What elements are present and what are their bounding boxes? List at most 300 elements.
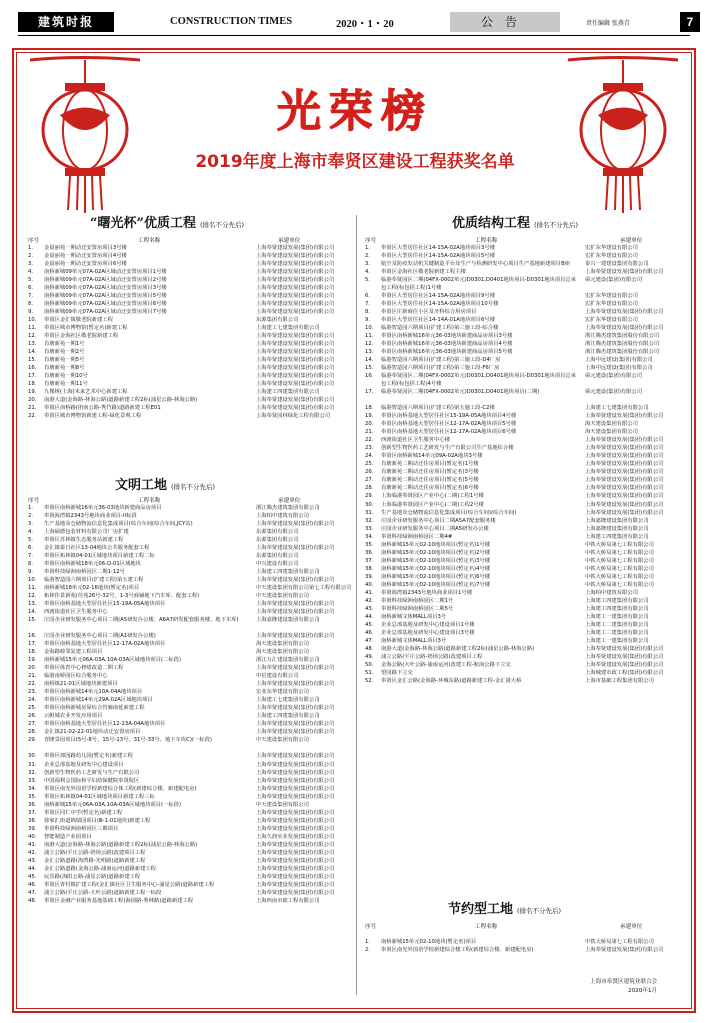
contractor-name: 上海奉贤建设发展(集团)有限公司 <box>256 253 335 260</box>
project-name: 南桥新城15单元06A-03A,10A-03A区域地块项目(一标段) <box>44 801 182 808</box>
contractor-name: 上海柏中建筑有限公司 <box>585 589 638 596</box>
contractor-name: 中铁大桥局第七工程有限公司 <box>585 541 654 548</box>
table-header: 序号 工程名称 承建单位 <box>365 238 643 244</box>
list-item <box>365 308 687 316</box>
list-item <box>365 428 687 436</box>
project-name: 南桥新城15单元02-10地块项目(暂定名)7号楼 <box>381 581 491 588</box>
contractor-name: 上海建工二建集团有限公司 <box>585 621 649 628</box>
contractor-name: 上海奉贤建设发展(集团)有限公司 <box>585 477 664 484</box>
list-item <box>28 648 350 656</box>
list-item <box>365 637 687 645</box>
project-name: 企业总部基地及研发中心建设项目 <box>44 761 124 768</box>
list-quality-projects <box>28 244 350 420</box>
contractor-name: 上海奉贤园林绿化工程有限公司 <box>256 413 331 420</box>
project-name: 金汇镇21-02-22-01地块动迁安置房项目 <box>44 729 141 736</box>
item-number: 46. <box>28 881 37 888</box>
project-name: 肖塘新苑二期动迁住房项目(暂定名)3号楼 <box>381 469 479 476</box>
list-item <box>28 640 350 648</box>
item-number: 42. <box>28 849 37 856</box>
project-name: 南桥新城09单元07A-02A区域动迁安置房项目5号楼 <box>44 293 167 300</box>
item-number: 5. <box>365 277 371 284</box>
contractor-name: 上海奉贤建设发展(集团)有限公司 <box>585 501 664 508</box>
project-name: 肖塘新苑二期动迁住房项目(暂定名)1号楼 <box>381 461 479 468</box>
list-item <box>365 565 687 573</box>
list-item <box>28 881 350 889</box>
project-name: 西渡街道社区卫生服务中心 <box>44 609 108 616</box>
item-number: 32. <box>28 769 37 776</box>
list-item <box>365 404 687 412</box>
item-number: 2. <box>365 947 371 954</box>
list-item <box>365 348 687 356</box>
project-name: 奉贤区南桥基地大型居住社区12-23A-04A地块项目 <box>44 721 166 728</box>
list-item <box>28 728 350 736</box>
list-item <box>28 544 350 552</box>
list-item <box>28 260 350 268</box>
list-item <box>365 533 687 541</box>
item-number: 27. <box>365 477 374 484</box>
project-name: 奉贤区同仁中学(暂定名)新建工程 <box>44 809 123 816</box>
list-item <box>28 600 350 608</box>
project-name: 南桥新城15单元02-10地块项目(暂定名)3号楼 <box>381 557 491 564</box>
item-number: 48. <box>365 645 374 652</box>
project-name: 奉贤区南桥路(团南公路-秀竹路)道路新建工程E01 <box>44 405 161 412</box>
project-name: 青隆景园项目(5号-8号、15号-13号、31号-33号、地下车库C)(一标段) <box>44 737 212 744</box>
project-name: 南桥新城15单元02-10地块(暂定名)项目 <box>381 939 477 945</box>
contractor-name: 中铁大桥局第七工程有限公司 <box>585 557 654 564</box>
contractor-name: 东源集团有限公司 <box>256 529 299 536</box>
item-number: 2. <box>28 253 34 260</box>
item-number: 8. <box>28 561 34 568</box>
project-name: 肖塘新苑一期11号 <box>44 381 88 388</box>
project-name: 南桥新城文体MALL项目3号 <box>381 637 447 644</box>
contractor-name: 中天建设集团有限公司 <box>256 801 309 808</box>
contractor-name: 中启建设有限公司 <box>256 673 299 680</box>
list-item <box>365 332 687 340</box>
item-number: 8. <box>28 301 34 308</box>
list-item <box>28 284 350 292</box>
contractor-name: 上海奉贤建设发展(集团)有限公司 <box>256 405 335 412</box>
contractor-name: 中铁大桥局第七工程有限公司 <box>585 939 654 945</box>
project-name: 奉贤区郊园路幼儿园(暂定名)新建工程 <box>44 753 133 760</box>
project-name: 庄园企业研发服务中心项目二期A5研发办公楼 <box>381 525 489 532</box>
contractor-name: 上海奉贤建设发展(集团)有限公司 <box>256 721 335 728</box>
list-item <box>28 608 350 616</box>
contractor-name: 上海奉贤建设发展(集团)有限公司 <box>585 453 664 460</box>
contractor-name: 浙江腾杰建筑集团股份有限公司 <box>585 333 660 340</box>
item-number: 14. <box>365 357 374 364</box>
item-number: 40. <box>365 581 374 588</box>
list-item <box>28 857 350 865</box>
item-number: 22. <box>28 681 37 688</box>
project-name: 南桥新城09单元07A-02A区域动迁安置房项目2号楼 <box>44 277 167 284</box>
item-number: 2. <box>365 253 371 260</box>
list-item <box>28 372 350 380</box>
item-number: 45. <box>28 873 37 880</box>
contractor-name: 浙江腾杰建筑集团股份有限公司 <box>585 341 660 348</box>
project-name: 奉贤区南光外国语学校新建综合体工程(新建综合楼、新建配电房) <box>44 785 197 792</box>
contractor-name: 上海奉贤建设发展(集团)有限公司 <box>256 545 335 552</box>
contractor-name: 宏扩东华建设有限公司 <box>585 301 638 308</box>
contractor-name: 上海建工四建集团有限公司 <box>256 389 320 396</box>
list-item <box>365 613 687 621</box>
item-number: 36. <box>365 549 374 556</box>
item-number: 19. <box>28 657 37 664</box>
item-number: 33. <box>28 777 37 784</box>
item-number: 7. <box>28 293 34 300</box>
section-title-civilized: 文明工地 (排名不分先后) <box>115 478 216 493</box>
list-item <box>365 645 687 653</box>
list-item <box>365 316 687 324</box>
item-number: 9. <box>28 569 34 576</box>
list-item <box>28 720 350 728</box>
item-number: 43. <box>28 857 37 864</box>
contractor-name: 上海建工一建集团有限公司 <box>585 613 649 620</box>
contractor-name: 上海嘉隆建设集团有限公司 <box>585 525 649 532</box>
project-name: 南桥新城09单元07A-02A区域动迁安置房项目7号楼 <box>44 309 167 316</box>
column-divider <box>356 215 357 995</box>
page-title: 光荣榜 <box>277 86 433 137</box>
contractor-name: 海天建设集团有限公司 <box>256 649 309 656</box>
list-item <box>365 244 687 252</box>
list-item <box>365 653 687 661</box>
project-name: 南桥新城09单元07A-02A区域动迁安置房项目1号楼 <box>44 269 167 276</box>
contractor-name: 上海城建市政工程(集团)有限公司 <box>585 669 664 676</box>
contractor-name: 上海奉贤建设发展(集团)有限公司 <box>256 769 335 776</box>
contractor-name: 上海奉贤建设发展(集团)有限公司 <box>256 809 335 816</box>
project-name: 奉贤区青村镇扩建工程(金汇镇社区卫生服务中心-浦星公路)道路新建工程 <box>44 881 215 888</box>
item-number: 6. <box>365 293 371 300</box>
list-item <box>365 276 687 292</box>
project-name: 南桥新城15单元02-10地块项目(暂定名)4号楼 <box>381 565 491 572</box>
contractor-name: 上海建工四建集团有限公司 <box>256 569 320 576</box>
item-number: 51. <box>365 669 374 676</box>
item-number: 35. <box>365 541 374 548</box>
contractor-name: 上海奉贤建设发展(集团)有限公司 <box>585 661 664 668</box>
project-name: 庄园企业研发服务中心项目二期A5A7配套服务楼 <box>381 517 496 524</box>
contractor-name: 上海奉贤建设发展(集团)有限公司 <box>585 269 664 276</box>
list-item <box>28 308 350 316</box>
list-item <box>28 292 350 300</box>
project-name: 西渡街道社区卫生服务中心楼 <box>381 437 450 444</box>
contractor-name: 上海奉贤建设发展(集团)有限公司 <box>585 469 664 476</box>
item-number: 37. <box>365 557 374 564</box>
contractor-name: 中天建设集团有限公司 <box>256 593 309 600</box>
list-item <box>28 300 350 308</box>
contractor-name: 上海奉贤建设发展(集团)有限公司 <box>256 245 335 251</box>
footer <box>590 978 657 996</box>
contractor-name: 海天建设集团有限公司 <box>585 421 638 428</box>
contractor-name: 上海建工四建集团有限公司 <box>585 597 649 604</box>
project-name: 金汇镇泰日社区13-04地块公共服务配套工程 <box>44 545 150 552</box>
project-name: 金晨丽苑一期动迁安置房项目6号楼 <box>44 261 127 268</box>
table-header: 序号 工程名称 承建单位 <box>28 238 301 244</box>
list-item <box>365 260 687 268</box>
contractor-name: 上海奉贤建设发展(集团)有限公司 <box>256 341 335 348</box>
contractor-name: 上海奉贤建设发展(集团)有限公司 <box>256 269 335 276</box>
contractor-name: 中铁大桥局第七工程有限公司 <box>585 549 654 556</box>
item-number: 1. <box>365 939 371 945</box>
project-name: 金汇公路道路(金海公路-浦南运河)道路新建工程 <box>44 865 156 872</box>
item-number: 30. <box>28 753 37 760</box>
list-item <box>365 541 687 549</box>
list-item <box>28 316 350 324</box>
list-item <box>365 364 687 372</box>
item-number: 26. <box>365 469 374 476</box>
list-item <box>28 528 350 536</box>
list-item <box>365 492 687 500</box>
project-name: 奉贤区柘林镇04-01区域地块项目新建工程二标 <box>44 553 155 560</box>
contractor-name: 上海奉贤建设发展(集团)有限公司 <box>256 705 335 712</box>
contractor-name: 上海奉贤建设发展(集团)有限公司 <box>585 485 664 492</box>
contractor-name: 上海奉贤建设发展(集团)有限公司 <box>256 793 335 800</box>
item-number: 46. <box>365 629 374 636</box>
masthead <box>18 10 694 36</box>
project-name: 肖塘新苑一期5号 <box>44 357 85 364</box>
project-name: 企业总部基地及研发中心建设项目1号楼 <box>381 621 475 628</box>
contractor-name: 上海奉贤建设发展(集团)有限公司 <box>585 645 664 652</box>
list-item <box>28 769 350 777</box>
list-item <box>28 380 350 388</box>
contractor-name: 宏扩东华建设有限公司 <box>585 317 638 324</box>
item-number: 4. <box>365 269 371 276</box>
project-name: 智能制造产业园项目 <box>44 833 92 840</box>
item-number: 19. <box>365 413 374 420</box>
list-item <box>28 688 350 696</box>
item-number: 21. <box>365 429 374 436</box>
list-item <box>28 696 350 704</box>
list-item <box>28 632 350 640</box>
item-number: 33. <box>365 525 374 532</box>
contractor-name: 上海奉贤建设发展(集团)有限公司 <box>256 753 335 760</box>
project-name: 奉贤区大型居住社区14-14A-01A地块项目6号楼 <box>381 317 495 324</box>
contractor-name: 上海奉贤建设发展(集团)有限公司 <box>585 493 664 500</box>
project-name: 云帆城农业开发应用项目 <box>44 713 103 720</box>
item-number: 47. <box>365 637 374 644</box>
list-item <box>28 576 350 584</box>
contractor-name: 上海奉贤建设发展(集团)有限公司 <box>256 381 335 388</box>
item-number: 41. <box>365 589 374 596</box>
item-number: 30. <box>365 501 374 508</box>
item-number: 25. <box>28 705 37 712</box>
contractor-name: 浙江万汇建设集团有限公司 <box>256 657 320 664</box>
project-name: 肖塘新苑一期10号 <box>44 373 88 380</box>
project-name: 奉贤区南桥新城16单元36-03地块新建商品房项目3号楼 <box>381 333 513 340</box>
item-number: 17. <box>365 389 374 396</box>
item-number: 17. <box>28 373 37 380</box>
project-name: 南港大道(金海路-林海公路)道路新建工程2标(浦星公路-林海公路) <box>44 841 198 848</box>
item-number: 2. <box>28 513 34 520</box>
contractor-name: 中天建设集团有限公司第七工程有限公司 <box>256 585 352 592</box>
project-name: 临港南桥园区综合服务中心 <box>44 673 108 680</box>
project-name: 临港智造园六期项目(扩建工程)第三施工段-综合楼 <box>381 325 499 332</box>
project-name: 金晨丽苑一期动迁安置房项目4号楼 <box>44 253 127 260</box>
list-item <box>28 833 350 841</box>
item-number: 47. <box>28 889 37 896</box>
list-item <box>28 704 350 712</box>
list-item <box>28 801 350 809</box>
list-item <box>365 629 687 637</box>
project-name: 金海公路(大叶公路-浦南运河)改建工程-航南公路下立交 <box>381 661 511 668</box>
item-number: 14. <box>28 349 37 356</box>
contractor-name: 上海奉贤建设发展(集团)有限公司 <box>256 665 335 672</box>
list-item <box>28 616 350 632</box>
item-number: 15. <box>28 357 37 364</box>
project-name: 奉贤区金海社区敬老院新建工程 <box>44 333 119 340</box>
contractor-name: 上海奉贤建设发展(集团)有限公司 <box>256 873 335 880</box>
footer-date: 2020年1月 <box>628 988 658 994</box>
lantern-right-icon <box>558 55 688 215</box>
project-name: 临港奉贤园区二期(04FX-0002单元)D0301,D0401地块项目(二期) <box>381 389 540 396</box>
project-name: 上海临港奉贤园区产业中心(二期)工程2号楼 <box>381 501 484 508</box>
project-name: 生产基地及仓储物流信息化集成项目(综合车间)(综合车间) <box>381 509 517 516</box>
item-number: 21. <box>28 673 37 680</box>
item-number: 12. <box>28 593 37 600</box>
contractor-name: 上海奉贤建设发展(集团)有限公司 <box>585 413 664 420</box>
item-number: 1. <box>365 245 371 251</box>
list-item <box>28 809 350 817</box>
item-number: 15. <box>365 365 374 372</box>
item-number: 34. <box>28 785 37 792</box>
list-item <box>365 661 687 669</box>
project-name: 企业总部基地及研发中心建设项目3号楼 <box>381 629 475 636</box>
project-name: 奉贤区大型居住社区14-15A-02A地块项目10号楼 <box>381 301 499 308</box>
contractor-name: 上海奉贤建设发展(集团)有限公司 <box>256 365 335 372</box>
contractor-name: 上海建工七建集团有限公司 <box>256 697 320 704</box>
project-name: 南桥新城18单元02-16地块(暂定名)项目 <box>44 585 140 592</box>
project-name: 上海临港奉贤园区产业中心(二期)工程1号楼 <box>381 493 484 500</box>
list-item <box>28 873 350 881</box>
project-name: 浦立公路(平庄公路-大叶公路)道路新建工程一标段 <box>44 889 162 896</box>
item-number: 29. <box>28 737 37 744</box>
project-name: 奉贤区南桥基地大型居住社区12-17A-02A地块项目5号楼 <box>381 421 517 428</box>
contractor-name: 上海奉贤建设发展(集团)有限公司 <box>256 293 335 300</box>
project-name: 南桥新城09单元07A-02A区域动迁安置房项目6号楼 <box>44 301 167 308</box>
project-name: 南桥新城15单元06A-03A,10A-03A区域地块项目(二标段) <box>44 657 182 664</box>
item-number: 52. <box>365 677 374 684</box>
item-number: 13. <box>28 601 37 608</box>
item-number: 16. <box>365 373 374 380</box>
project-name: 航空及防疫发动机关键制造平台及生产与检测研发中心项目生产基地新建项目B座 <box>381 261 571 268</box>
contractor-name: 舜元建设(集团)有限公司 <box>585 389 643 396</box>
contractor-name: 宏扩东华建设有限公司 <box>585 293 638 300</box>
contractor-name: 海天建设集团有限公司 <box>585 429 638 436</box>
list-item <box>365 452 687 460</box>
paper-name: CONSTRUCTION TIMES <box>170 16 293 27</box>
list-item <box>28 276 350 284</box>
list-item <box>365 420 687 428</box>
project-name: 创新型生物医药工艺研发与生产有限公司 <box>44 769 140 776</box>
item-number: 44. <box>365 613 374 620</box>
item-number: 32. <box>365 517 374 524</box>
contractor-name: 上海奉贤建设发展(集团)有限公司 <box>256 349 335 356</box>
list-item <box>365 476 687 484</box>
section-title-saving: 节约型工地 (排名不分先后) <box>448 902 562 917</box>
project-name: 奉贤区南桥新城16单元36-03地块新建商品房项目5号楼 <box>381 349 513 356</box>
list-item <box>365 340 687 348</box>
contractor-name: 泰兴一建建设集团有限公司 <box>585 261 649 268</box>
list-item <box>28 252 350 260</box>
list-item <box>365 557 687 565</box>
list-item <box>28 552 350 560</box>
list-item <box>28 324 350 332</box>
contractor-name: 上海建工七建集团有限公司 <box>256 325 320 332</box>
page-subtitle: 2019年度上海市奉贤区建设工程获奖名单 <box>195 152 515 172</box>
item-number: 4. <box>28 529 34 536</box>
project-name: 奉贤区金汇镇敬老院新建工程 <box>44 317 113 324</box>
list-item <box>28 332 350 340</box>
project-name: 庄园企业研发服务中心项目二期(A1研发办公楼) <box>44 633 156 640</box>
project-name: 肖塘新苑一期1号 <box>44 341 85 348</box>
issue-date: 2020・1・20 <box>336 19 394 30</box>
project-name: 浦立公路(平庄公路-奶场公路)改建项目工程 <box>44 849 146 856</box>
item-number: 16. <box>28 633 37 640</box>
list-item <box>365 938 687 946</box>
contractor-name: 中兴建设有限公司 <box>256 561 299 568</box>
contractor-name: 上海嘉隆建设集团有限公司 <box>256 617 320 624</box>
section-title-quality: “曙光杯”优质工程 (排名不分先后) <box>90 216 245 231</box>
list-item <box>365 324 687 332</box>
project-name: 奉贤区庄新商住小区及牙科综合用房项目 <box>381 309 477 316</box>
item-number: 34. <box>365 533 374 540</box>
project-name: 奉贤区南桥新城16单元36-03地块新建商品房项目 <box>44 505 162 511</box>
list-item <box>28 536 350 544</box>
list-item <box>365 589 687 597</box>
item-number: 10. <box>28 577 37 584</box>
contractor-name: 宏扩东华建设有限公司 <box>585 253 638 260</box>
project-name: 临港智造园六期项目(扩建工程)第五施工段-C2楼 <box>381 405 495 412</box>
project-name: 南桥镇21-01区域地块新建项目 <box>44 681 118 688</box>
contractor-name: 上海中远建设(集团)有限公司 <box>585 365 653 372</box>
contractor-name: 舜元建设(集团)有限公司 <box>585 373 643 380</box>
project-name: 临港智造园六期项目(扩建工程)第五建工程 <box>44 577 144 584</box>
project-name: 金海路睦邻复建工程项目 <box>44 649 103 656</box>
contractor-name: 浙江腾杰建筑集团股份有限公司 <box>585 349 660 356</box>
list-structure-projects <box>365 244 687 685</box>
item-number: 26. <box>28 713 37 720</box>
contractor-name: 上海奉贤建设发展(集团)有限公司 <box>256 333 335 340</box>
contractor-name: 东源集团有限公司 <box>256 553 299 560</box>
list-item <box>365 549 687 557</box>
item-number: 40. <box>28 833 37 840</box>
list-item <box>28 520 350 528</box>
list-item <box>28 504 350 512</box>
contractor-name: 上海奉贤建设发展(集团)有限公司 <box>256 857 335 864</box>
item-number: 43. <box>365 605 374 612</box>
item-number: 22. <box>365 437 374 444</box>
list-item <box>365 677 687 685</box>
item-number: 24. <box>365 453 374 460</box>
list-item <box>365 252 687 260</box>
project-name: 金晨丽苑一期动迁安置房项目3号楼 <box>44 245 127 251</box>
list-item <box>28 396 350 404</box>
list-item <box>365 621 687 629</box>
project-name: 南桥新城15单元02-10地块项目(暂定名)2号楼 <box>381 549 491 556</box>
list-item <box>28 356 350 364</box>
item-number: 24. <box>28 697 37 704</box>
list-item <box>365 268 687 276</box>
item-number: 3. <box>28 261 34 268</box>
project-name: 上海硕德包装材料有限公司厂房扩建 <box>44 529 129 536</box>
list-item <box>365 525 687 533</box>
project-name: 奉贤科技绿洲南桥园区二期1号 <box>381 597 454 604</box>
project-name: 奉贤区南桥新城16单元36-03地块新建商品房项目4号楼 <box>381 341 513 348</box>
item-number: 23. <box>365 445 374 452</box>
contractor-name: 上海建工一建集团有限公司 <box>585 637 649 644</box>
item-number: 8. <box>365 309 371 316</box>
item-number: 48. <box>28 897 37 904</box>
item-number: 29. <box>365 493 374 500</box>
project-name: 民乐路(海阳公路-浦星公路)道路新建工程 <box>44 873 141 880</box>
